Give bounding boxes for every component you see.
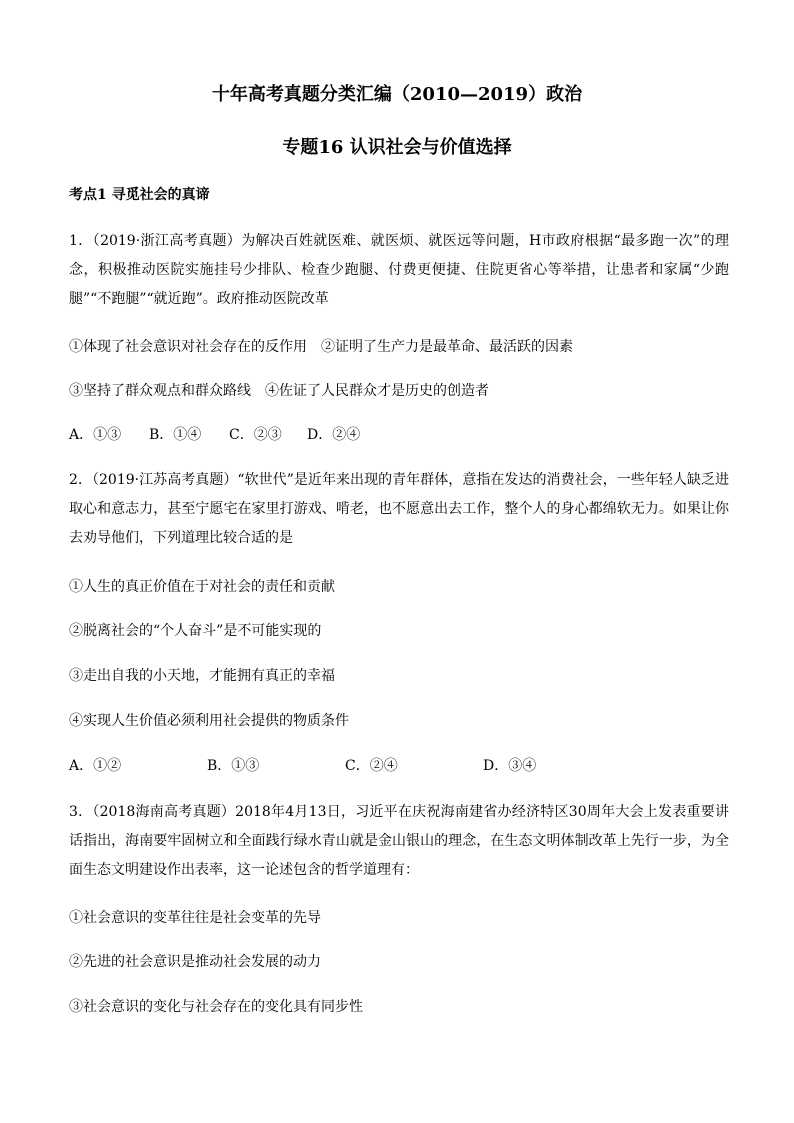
option-d: D．③④ (483, 758, 537, 774)
question-2-statement-1: ①人生的真正价值在于对社会的责任和贡献 (69, 579, 335, 595)
option-b: B．①④ (149, 427, 202, 443)
option-c: C．②④ (345, 758, 398, 774)
section-heading: 考点1 寻觅社会的真谛 (69, 187, 210, 203)
question-2-options (69, 755, 536, 775)
question-1-statements-3-4: ③坚持了群众观点和群众路线 ④佐证了人民群众才是历史的创造者 (69, 383, 489, 399)
option-a: A．①② (69, 758, 122, 774)
question-3-statement-2: ②先进的社会意识是推动社会发展的动力 (69, 954, 321, 970)
option-d: D．②④ (307, 427, 361, 443)
question-1-options (69, 424, 360, 444)
question-3-statement-1: ①社会意识的变革往往是社会变革的先导 (69, 910, 321, 926)
option-b: B．①③ (207, 758, 260, 774)
question-3-statement-3: ③社会意识的变化与社会存在的变化具有同步性 (69, 999, 363, 1015)
topic-title: 专题16 认识社会与价值选择 (282, 137, 512, 158)
question-2-statement-4: ④实现人生价值必须利用社会提供的物质条件 (69, 713, 349, 729)
question-2-stem: 2．（2019·江苏高考真题）“软世代”是近年来出现的青年群体，意指在发达的消费社会，一些年轻人缺乏进取心和意志力，甚至宁愿宅在家里打游戏、啃老，也不愿意出去工作，整个人的身心都绵软无力。如果让你去劝导他们，下列道理比较合适的是 (69, 472, 729, 546)
question-2-statement-2: ②脱离社会的“个人奋斗”是不可能实现的 (69, 623, 322, 639)
option-c: C．②③ (229, 427, 282, 443)
question-1-stem: 1．（2019·浙江高考真题）为解决百姓就医难、就医烦、就医远等问题，H市政府根据“最多跑一次”的理念，积极推动医院实施挂号少排队、检查少跑腿、付费更便捷、住院更省心等举措，让患者和家属“少跑腿”“不跑腿”“就近跑”。政府推动医院改革 (69, 233, 729, 307)
question-1-statements-1-2: ①体现了社会意识对社会存在的反作用 ②证明了生产力是最革命、最活跃的因素 (69, 339, 573, 355)
option-a: A．①③ (69, 427, 122, 443)
question-3-stem: 3．（2018海南高考真题）2018年4月13日，习近平在庆祝海南建省办经济特区30周年大会上发表重要讲话指出，海南要牢固树立和全面践行绿水青山就是金山银山的理念，在生态文明体制改革上先行一步，为全面生态文明建设作出表率，这一论述包含的哲学道理有： (69, 804, 729, 878)
document-title: 十年高考真题分类汇编（2010—2019）政治 (211, 84, 583, 105)
question-2-statement-3: ③走出自我的小天地，才能拥有真正的幸福 (69, 668, 335, 684)
